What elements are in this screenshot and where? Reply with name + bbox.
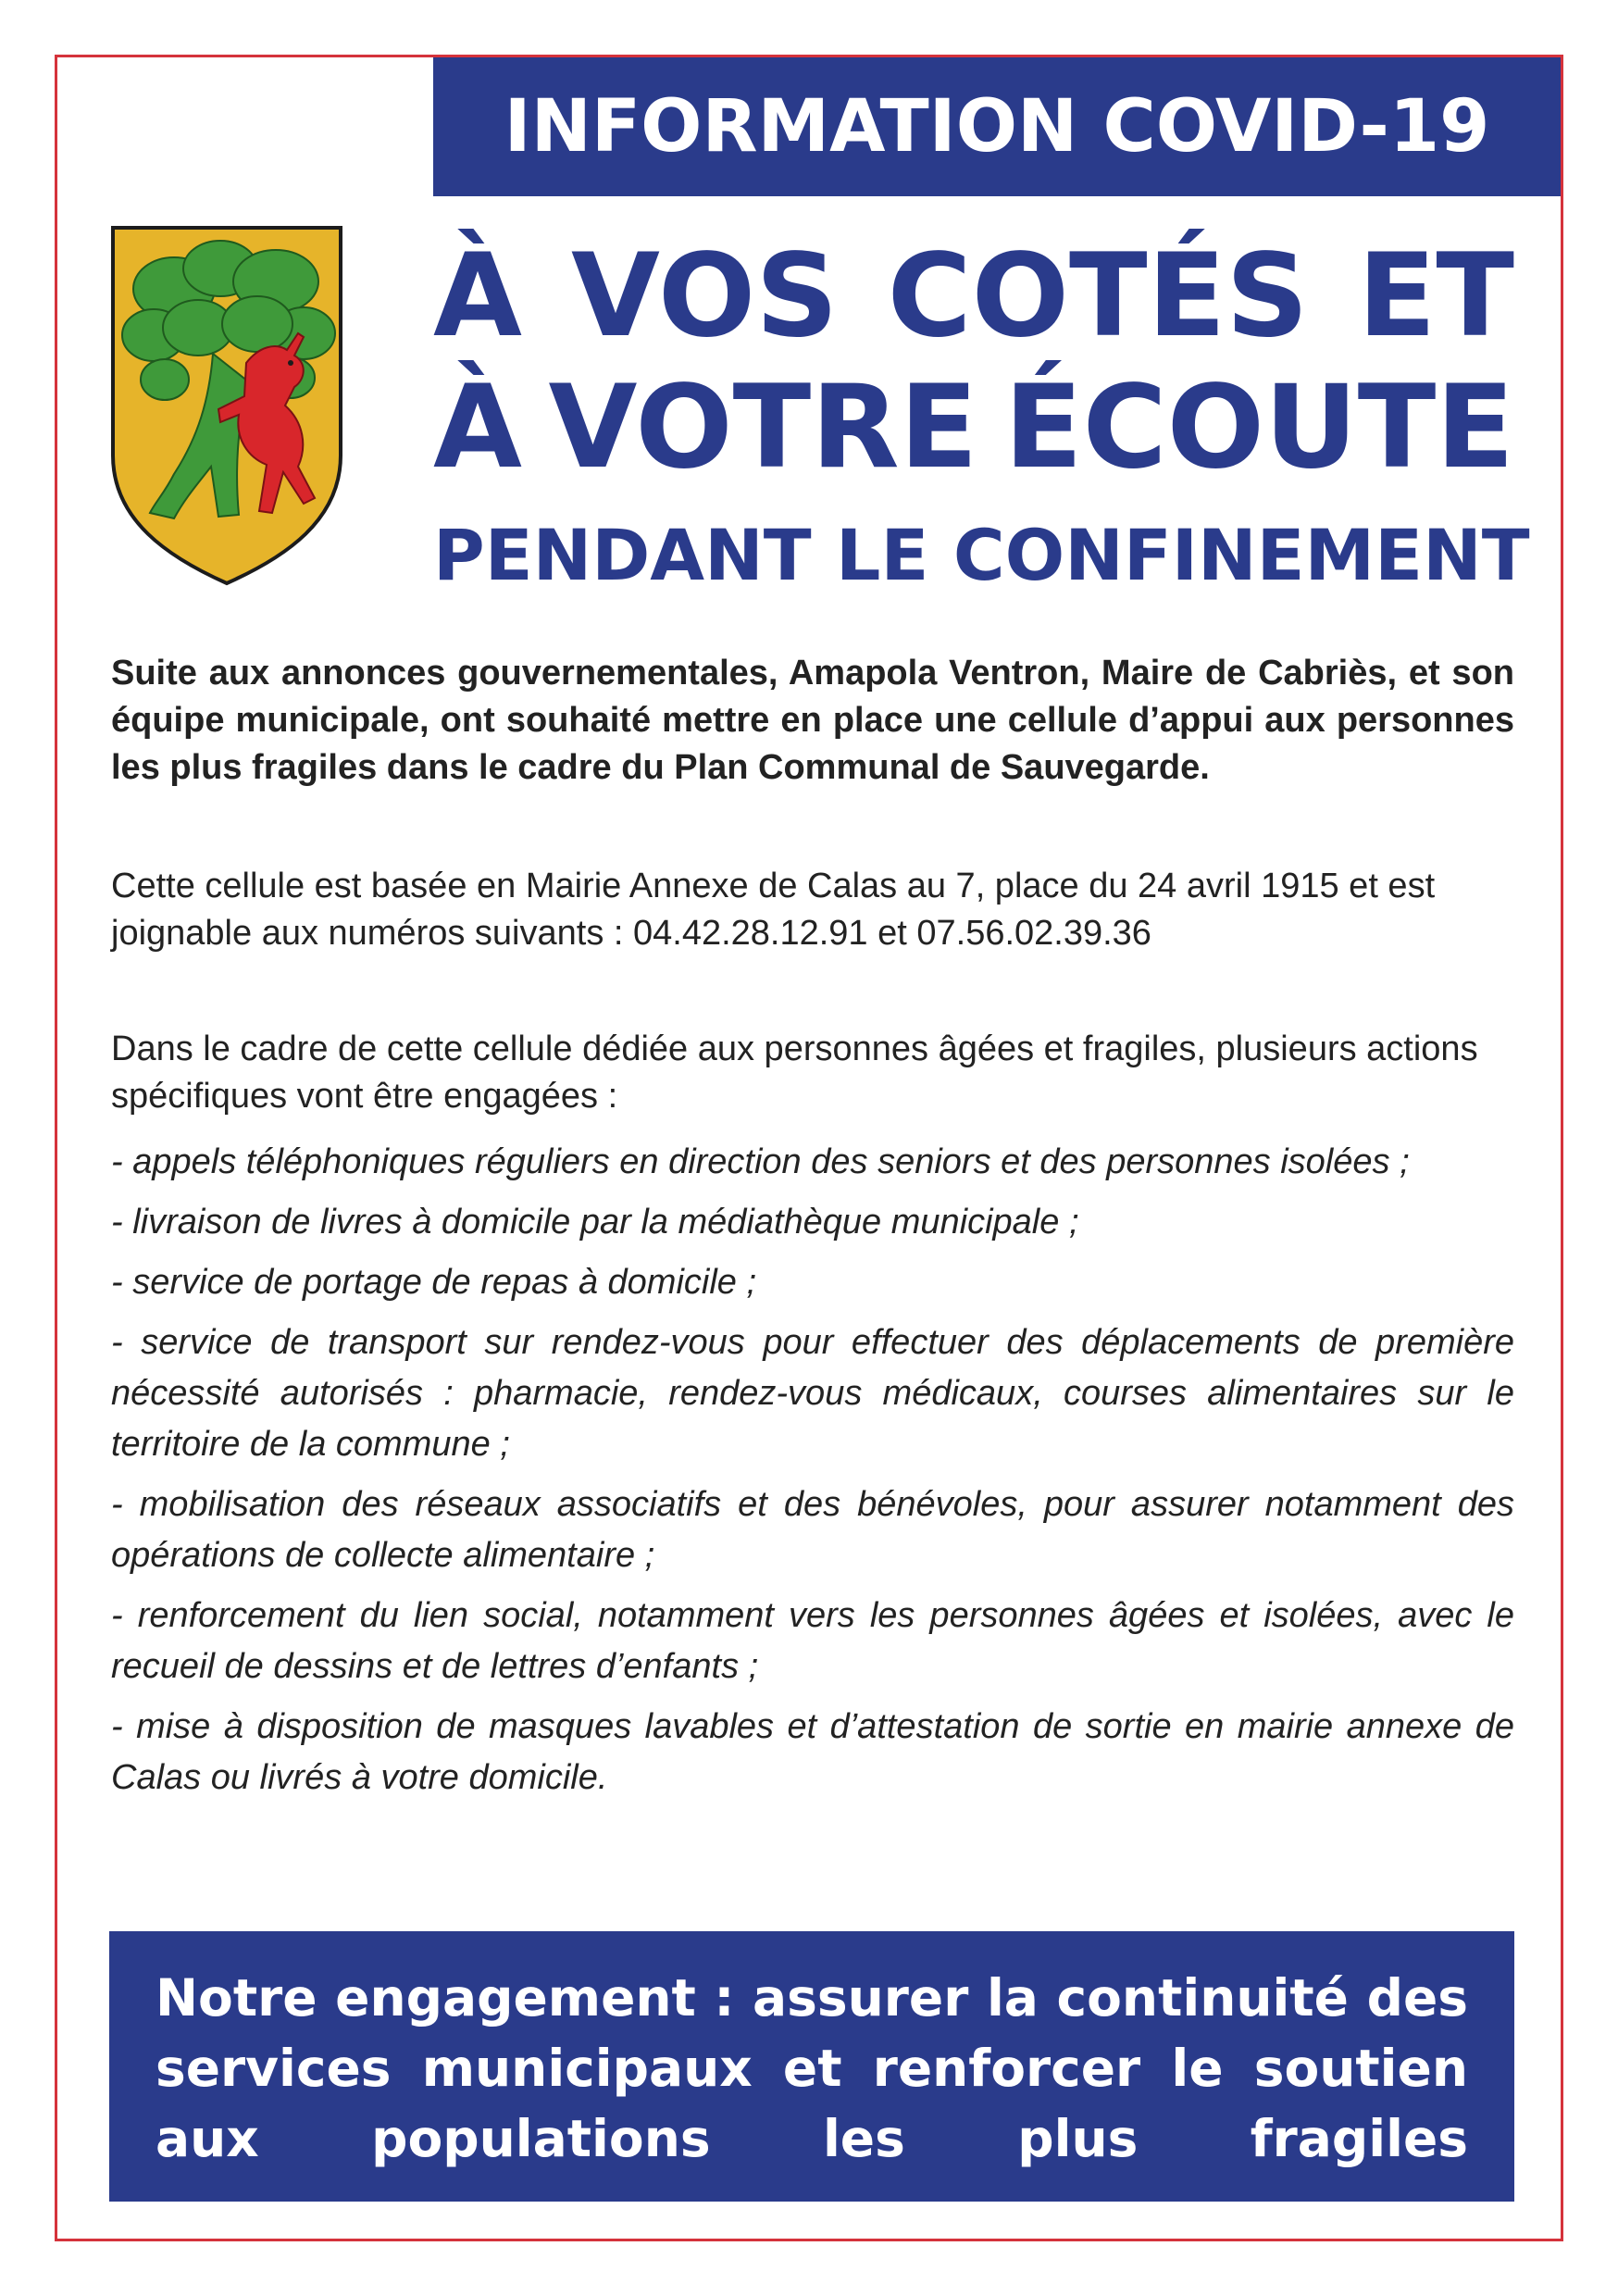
list-item: - appels téléphoniques réguliers en direction des seniors et des personnes isolées ; <box>111 1142 1410 1181</box>
headline-word: COTÉS <box>887 230 1309 363</box>
actions-lead-paragraph: Dans le cadre de cette cellule dédiée aux personnes âgées et fragiles, plusieurs actions spécifiques vont être engagées : <box>111 1029 1478 1116</box>
covid-banner: INFORMATION COVID-19 <box>433 57 1561 196</box>
headline-word: ET <box>1357 230 1514 363</box>
actions-list <box>111 1137 1514 1813</box>
headline-word: VOTRE <box>548 361 978 494</box>
engagement-box: Notre engagement : assurer la continuité des services municipaux et renforcer le soutien aux populations les plus fragiles <box>109 1931 1514 2202</box>
list-item: - livraison de livres à domicile par la médiathèque municipale ; <box>111 1203 1079 1242</box>
headline-subtitle: PENDANT LE CONFINEMENT <box>433 514 1530 596</box>
list-item: - service de transport sur rendez-vous pour effectuer des déplacements de première nécessité autorisés : pharmacie, rendez-vous médicaux, courses alimentaires sur le territoire de la commune ; <box>111 1323 1514 1464</box>
list-item: - mise à disposition de masques lavables et d’attestation de sortie en mairie annexe de Calas ou livrés à votre domicile. <box>111 1707 1514 1797</box>
headline-word: ÉCOUTE <box>1003 361 1514 494</box>
headline-line-1 <box>433 231 1514 361</box>
list-item: - service de portage de repas à domicile ; <box>111 1263 757 1302</box>
headline-word: À <box>433 230 522 363</box>
list-item: - renforcement du lien social, notamment vers les personnes âgées et isolées, avec le recueil de dessins et de lettres d’enfants ; <box>111 1596 1514 1686</box>
headline-line-2 <box>433 363 1514 493</box>
intro-paragraph: Suite aux annonces gouvernementales, Amapola Ventron, Maire de Cabriès, et son équipe municipale, ont souhaité mettre en place une cellule d’appui aux personnes les plus fragiles dans le cadre du Plan Communal de Sauvegarde. <box>111 654 1514 787</box>
list-item: - mobilisation des réseaux associatifs et des bénévoles, pour assurer notamment des opérations de collecte alimentaire ; <box>111 1485 1514 1575</box>
cell-info-paragraph: Cette cellule est basée en Mairie Annexe de Calas au 7, place du 24 avril 1915 et est joignable aux numéros suivants : 04.42.28.12.91 et 07.56.02.39.36 <box>111 867 1436 953</box>
coat-of-arms-icon <box>109 224 344 587</box>
headline-word: VOS <box>571 230 839 363</box>
headline-word: À <box>433 361 522 494</box>
